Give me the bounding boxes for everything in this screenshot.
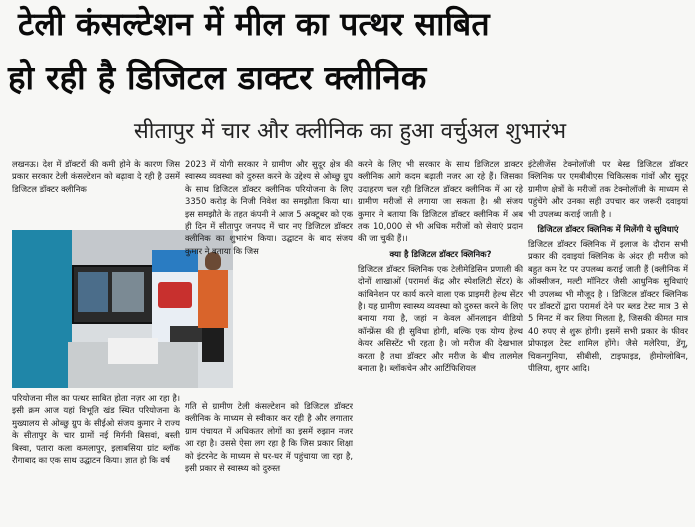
paragraph: इंटेलीजेंस टेक्नोलॉजी पर बेस्ड डिजिटल डॉक्टर क्लिनिक पर एमबीबीएस चिकित्सक गांवों और सुदूर ग्रामीण क्षेत्रों के मरीजों तक टेक्नोलॉजी के माध्यम से पहुंचेंगे और उनका सही उपचार कर जरूरी दवाइयां भी उपलब्ध कराई जाती है ।: [528, 159, 688, 219]
subheadline: सीतापुर में चार और क्लीनिक का हुआ वर्चुअल शुभारंभ: [133, 119, 567, 144]
photo-person-legs: [202, 328, 224, 362]
article-column-2-bottom: [185, 400, 353, 522]
photo-equipment: [108, 338, 158, 364]
article-column-4: [528, 158, 688, 522]
article-column-2-top: [185, 158, 353, 298]
headline-line-1: टेली कंसल्टेशन में मील का पत्थर साबित: [18, 5, 490, 43]
paragraph: डिजिटल डॉक्टर क्लिनिक एक टेलीमेडिसिन प्रणाली की दोनों शाखाओं (परामर्श केंद्र और स्पेशलिटी सेंटर) के कांबिनेशन पर कार्य करने वाला एक प्राइमरी हेल्थ सेंटर है। यह ग्रामीण स्वास्थ्य व्यवस्था को दुरुस्त करने के लिए बनाया गया है, जहां न केवल ऑनलाइन वीडियो कॉन्फ्रेंस की ही सुविधा होगी, बल्कि एक योग्य हेल्थ केयर असिस्टेंट भी रहता है। जो मरीज की देखभाल करता है तथा डॉक्टर और मरीज के बीच तालमेल बनाता है। ब्लॉकचेन और आर्टिफिशियल: [358, 263, 523, 374]
paragraph: डिजिटल डॉक्टर क्लिनिक में इलाज के दौरान सभी प्रकार की दवाइयां क्लिनिक के अंदर ही मरीज को बहुत कम रेट पर उपलब्ध कराई जाती हैं (क्लीनिक में ऑक्सीजन, मल्टी मॉनिटर जैसी आधुनिक सुविधाएं भी उपलब्ध भी मौजूद है । डिजिटल डॉक्टर क्लिनिक पर डॉक्टरों द्वारा परामर्श देने पर ब्लड टेस्ट मात्र 3 से 5 मिनट में कर लिया मिलता है, जिसकी कीमत मात्र 40 रुपए से शुरू होगी। इसमें सभी प्रकार के फीवर प्रोफाइल टेस्ट शामिल होंगे। जैसे मलेरिया, डेंगू, चिकनगुनिया, सीबीसी, टाइफाइड, हीमोग्लोबिन, पीलिया, शुगर आदि।: [528, 239, 688, 374]
photo-blue-wall-banner: [12, 230, 72, 388]
paragraph: करने के लिए भी सरकार के साथ डिजिटल डाक्टर क्लीनिक आगे कदम बढ़ाती नजर आ रहे हैं। जिसका उदाहरण चल रही डिजिटल डॉक्टर क्लीनिक में आ रहे ग्रामीण मरीजों से लगाया जा सकता है। श्री संजय कुमार ने बताया कि डिजिटल डॉक्टर क्लीनिक में अब तक 10,000 से भी अधिक मरीजों को सेवाएं प्रदान की जा चुकी हैं।।: [358, 159, 523, 244]
section-subtitle: डिजिटल डॉक्टर क्लिनिक में मिलेंगी ये सुविधाएं: [537, 224, 679, 235]
paragraph: 2023 में योगी सरकार ने ग्रामीण और सुदूर क्षेत्र की स्वास्थ्य व्यवस्था को दुरुस्त करने के उद्देश्य से ओब्छु ग्रुप के साथ डिजिटल डॉक्टर क्लीनिक परियोजना के लिए 3350 करोड़ के निजी निवेश का समझौता किया था। इस समझौते के तहत कंपनी ने आज 5 अक्टूबर को एक ही दिन में सीतापुर जनपद में चार नए डिजिटल डॉक्टर क्लीनिक का शुभारंभ किया। उद्घाटन के बाद संजय कुमार ने बताया कि जिस: [185, 159, 353, 256]
photo-screen-video-2: [112, 272, 144, 312]
paragraph: लखनऊ। देश में डॉक्टरों की कमी होने के कारण जिस प्रकार सरकार टेली कंसल्टेशन को बढ़ावा दे रही है उसमें डिजिटल डॉक्टर क्लीनिक: [12, 159, 180, 194]
section-subtitle: क्या है डिजिटल डॉक्टर क्लिनिक?: [389, 248, 492, 259]
article-column-3: [358, 158, 523, 522]
paragraph: परियोजना मील का पत्थर साबित होता नज़र आ रहा है। इसी क्रम आज यहां विभूति खंड स्थित परियोजना के मुख्यालय से ओब्छु ग्रुप के सीईओ संजय कुमार ने राज्य के सीतापुर के चार ग्रामों नई मिर्गनी बिसवां, बस्ती बिस्वा, पतारा कला कमलापुर, इलाबसिया ग्रांट ब्लॉक रौगाबाद का एक साथ उद्घाटन किया। ज्ञात हो कि वर्ष: [12, 393, 180, 466]
article-column-1-top: [12, 158, 180, 228]
paragraph: गति से ग्रामीण टेली कंसल्टेशन को डिजिटल डॉक्टर क्लीनिक के माध्यम से स्वीकार कर रही है और लगातार ग्राम पंचायत में अधिकतर लोगों का इसमें रुझान नजर आ रहा है। उससे ऐसा लग रहा है कि जिस प्रकार शिक्षा को इंटरनेट के माध्यम से घर-घर में पहुंचाया जा रहा है, इसी प्रकार से स्वास्थ्य को दुरुस्त: [185, 401, 353, 474]
photo-screen-video-1: [78, 272, 108, 312]
article-column-1-bottom: [12, 392, 180, 522]
headline-line-2: हो रही है डिजिटल डाक्टर क्लीनिक: [8, 58, 427, 97]
